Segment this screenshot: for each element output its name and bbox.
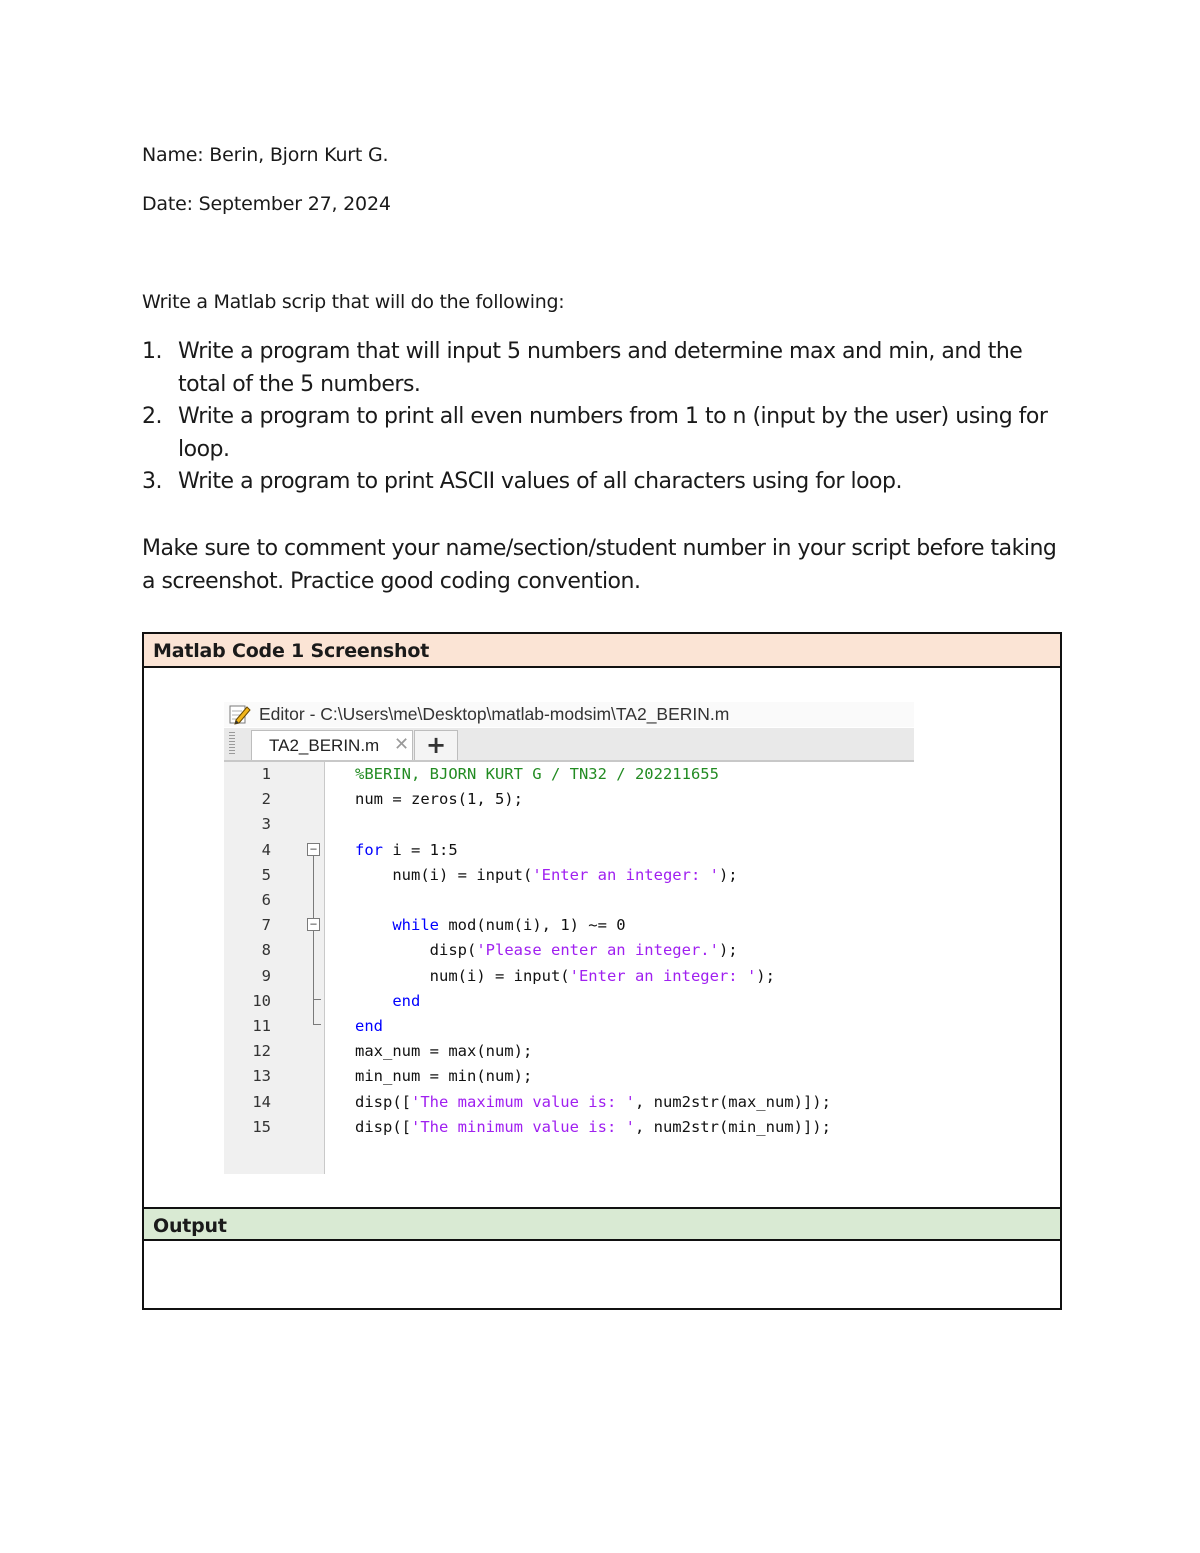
- code-line[interactable]: num(i) = input('Enter an integer: ');: [355, 865, 738, 884]
- line-number: 9: [261, 966, 271, 985]
- code-line[interactable]: max_num = max(num);: [355, 1042, 533, 1061]
- code-line[interactable]: num = zeros(1, 5);: [355, 790, 523, 809]
- instructions-lead: Write a Matlab scrip that will do the following:: [142, 291, 565, 313]
- line-number: 13: [252, 1067, 271, 1086]
- code-line[interactable]: num(i) = input('Enter an integer: ');: [355, 966, 775, 985]
- editor-titlebar: [224, 702, 914, 727]
- code-line[interactable]: min_num = min(num);: [355, 1067, 533, 1086]
- line-number: 7: [261, 916, 271, 935]
- answer-table: [142, 632, 1062, 1310]
- code-line[interactable]: disp(['The minimum value is: ', num2str(min_num)]);: [355, 1117, 831, 1136]
- code-line[interactable]: for i = 1:5: [355, 840, 458, 859]
- line-number: 10: [252, 991, 271, 1010]
- task-number: 3.: [142, 469, 162, 494]
- editor-tabbar: [224, 728, 914, 762]
- code-line[interactable]: end: [392, 991, 421, 1010]
- line-number: 11: [252, 1017, 271, 1035]
- tab-label: TA2_BERIN.m: [269, 736, 380, 755]
- code-area[interactable]: [224, 762, 914, 1174]
- code-line[interactable]: end: [355, 1017, 383, 1035]
- tab-ta2-berin[interactable]: [251, 730, 413, 760]
- close-icon[interactable]: ✕: [394, 734, 410, 754]
- line-number: 8: [261, 941, 271, 960]
- fold-collapse-icon[interactable]: −: [307, 843, 320, 856]
- fold-collapse-icon[interactable]: −: [307, 918, 320, 931]
- line-number: 12: [252, 1042, 271, 1061]
- task-number: 2.: [142, 404, 162, 429]
- editor-title: Editor - C:\Users\me\Desktop\matlab-modsim\TA2_BERIN.m: [259, 704, 730, 724]
- task-item: [142, 336, 1062, 401]
- task-list: [142, 336, 1062, 499]
- fold-end-marker: [313, 999, 321, 1000]
- task-text: Write a program that will input 5 numbers and determine max and min, and the total of the 5 numbers.: [178, 339, 1023, 397]
- task-number: 1.: [142, 339, 162, 364]
- output-header: Output: [144, 1207, 1060, 1241]
- new-tab-button[interactable]: +: [414, 730, 458, 760]
- task-text: Write a program to print all even numbers from 1 to n (input by the user) using for loop.: [178, 404, 1048, 462]
- line-number: 6: [261, 891, 271, 909]
- task-text: Write a program to print ASCII values of all characters using for loop.: [178, 469, 902, 494]
- line-number: 3: [261, 815, 271, 834]
- task-item: [142, 466, 1062, 499]
- submission-date: Date: September 27, 2024: [142, 193, 391, 215]
- line-number: 5: [261, 865, 271, 884]
- line-number: 15: [252, 1117, 271, 1136]
- code-line[interactable]: %BERIN, BJORN KURT G / TN32 / 202211655: [355, 765, 719, 783]
- tabbar-grip-icon[interactable]: [229, 732, 235, 756]
- editor-screenshot: [224, 702, 914, 1174]
- student-name: Name: Berin, Bjorn Kurt G.: [142, 144, 389, 166]
- line-number: 4: [261, 840, 271, 859]
- instructions-note: Make sure to comment your name/section/student number in your script before taking a screenshot. Practice good coding convention.: [142, 536, 1057, 594]
- code-line[interactable]: disp('Please enter an integer.');: [355, 941, 738, 960]
- line-number: 1: [261, 765, 271, 783]
- task-item: [142, 401, 1062, 466]
- code-header: Matlab Code 1 Screenshot: [144, 634, 1060, 668]
- fold-end-marker: [313, 1024, 321, 1025]
- code-line[interactable]: disp(['The maximum value is: ', num2str(max_num)]);: [355, 1092, 831, 1111]
- line-number: 2: [261, 790, 271, 809]
- line-number: 14: [252, 1092, 271, 1111]
- code-line[interactable]: while mod(num(i), 1) ~= 0: [392, 916, 626, 935]
